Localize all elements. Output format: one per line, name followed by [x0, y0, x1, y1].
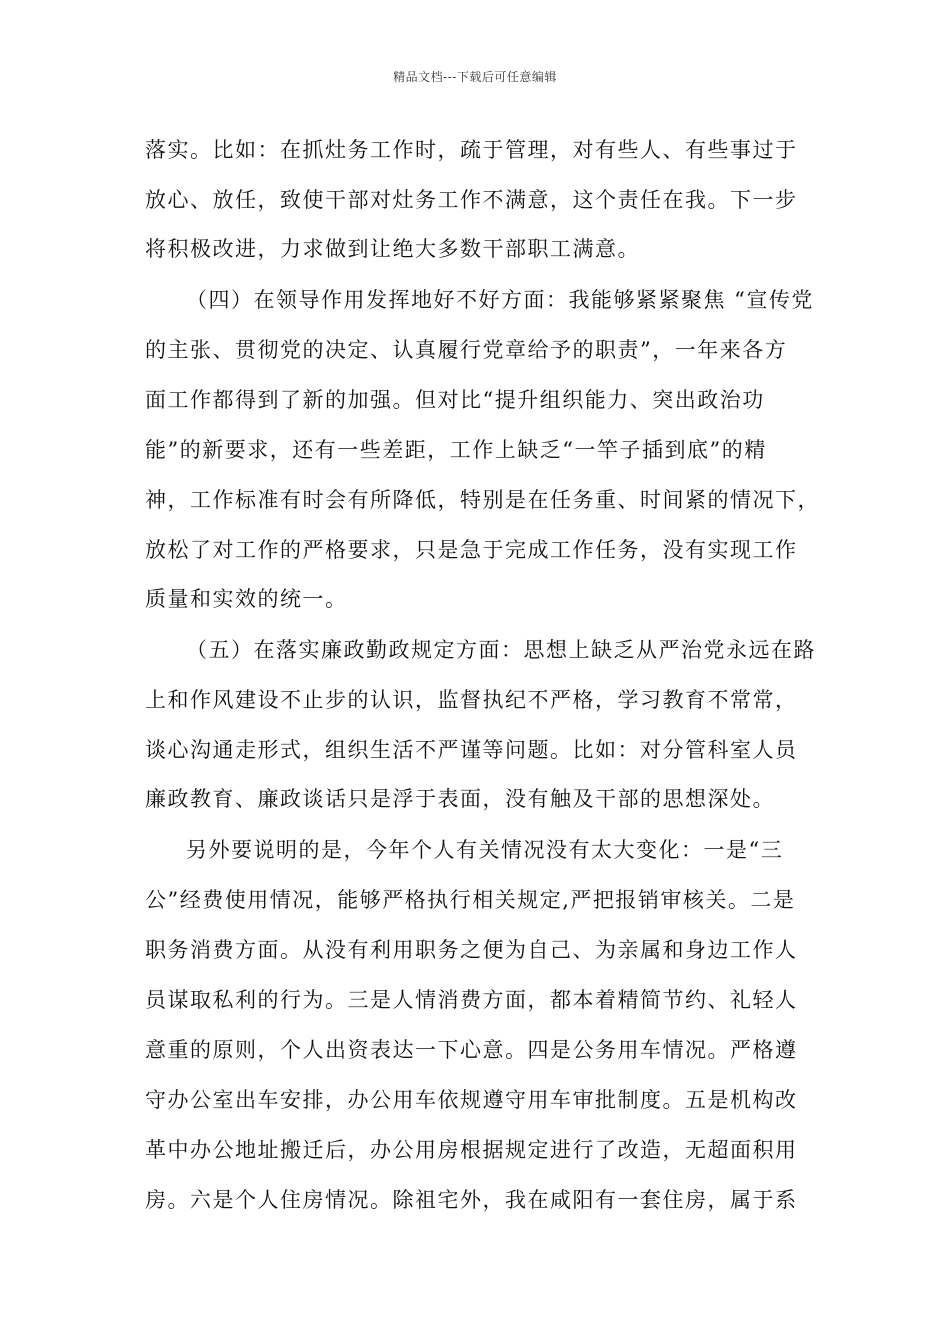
text-line: 廉政教育、廉政谈话只是浮于表面，没有触及干部的思想深处。	[145, 787, 775, 811]
text-line: 能”的新要求，还有一些差距，工作上缺乏“一竿子插到底”的精	[145, 438, 767, 462]
text-line: 面工作都得到了新的加强。但对比“提升组织能力、突出政治功	[145, 388, 765, 412]
paragraph-start-line: （四）在领导作用发挥地好不好方面：我能够紧紧聚焦 “宣传党	[186, 288, 814, 312]
text-line: 上和作风建设不止步的认识，监督执纪不严格，学习教育不常常，	[145, 688, 798, 712]
text-line: 的主张、贯彻党的决定、认真履行党章给予的职责”，一年来各方	[145, 338, 788, 362]
text-line: 革中办公地址搬迁后，办公用房根据规定进行了改造，无超面积用	[145, 1138, 798, 1162]
text-line: 房。六是个人住房情况。除祖宅外，我在咸阳有一套住房，属于系	[145, 1188, 798, 1212]
text-line: 公”经费使用情况，能够严格执行相关规定,严把报销审核关。二是	[145, 888, 796, 912]
text-line: 员谋取私利的行为。三是人情消费方面，都本着精简节约、礼轻人	[145, 988, 798, 1012]
text-line: 落实。比如：在抓灶务工作时，疏于管理，对有些人、有些事过于	[145, 138, 798, 162]
text-line: 放松了对工作的严格要求，只是急于完成工作任务，没有实现工作	[145, 538, 798, 562]
text-line: 放心、放任，致使干部对灶务工作不满意，这个责任在我。下一步	[145, 188, 798, 212]
text-line: 将积极改进，力求做到让绝大多数干部职工满意。	[145, 237, 640, 261]
paragraph-start-line: （五）在落实廉政勤政规定方面：思想上缺乏从严治党永远在路	[186, 638, 816, 662]
text-line: 质量和实效的统一。	[145, 587, 348, 611]
text-line: 谈心沟通走形式，组织生活不严谨等问题。比如：对分管科室人员	[145, 738, 798, 762]
text-line: 神，工作标准有时会有所降低，特别是在任务重、时间紧的情况下，	[145, 488, 820, 512]
text-line: 守办公室出车安排，办公用车依规遵守用车审批制度。五是机构改	[145, 1088, 798, 1112]
document-header: 精品文档---下载后可任意编辑	[393, 70, 557, 84]
text-line: 职务消费方面。从没有利用职务之便为自己、为亲属和身边工作人	[145, 938, 798, 962]
text-line: 意重的原则，个人出资表达一下心意。四是公务用车情况。严格遵	[145, 1038, 798, 1062]
paragraph-start-line: 另外要说明的是，今年个人有关情况没有太大变化：一是“三	[186, 838, 784, 862]
